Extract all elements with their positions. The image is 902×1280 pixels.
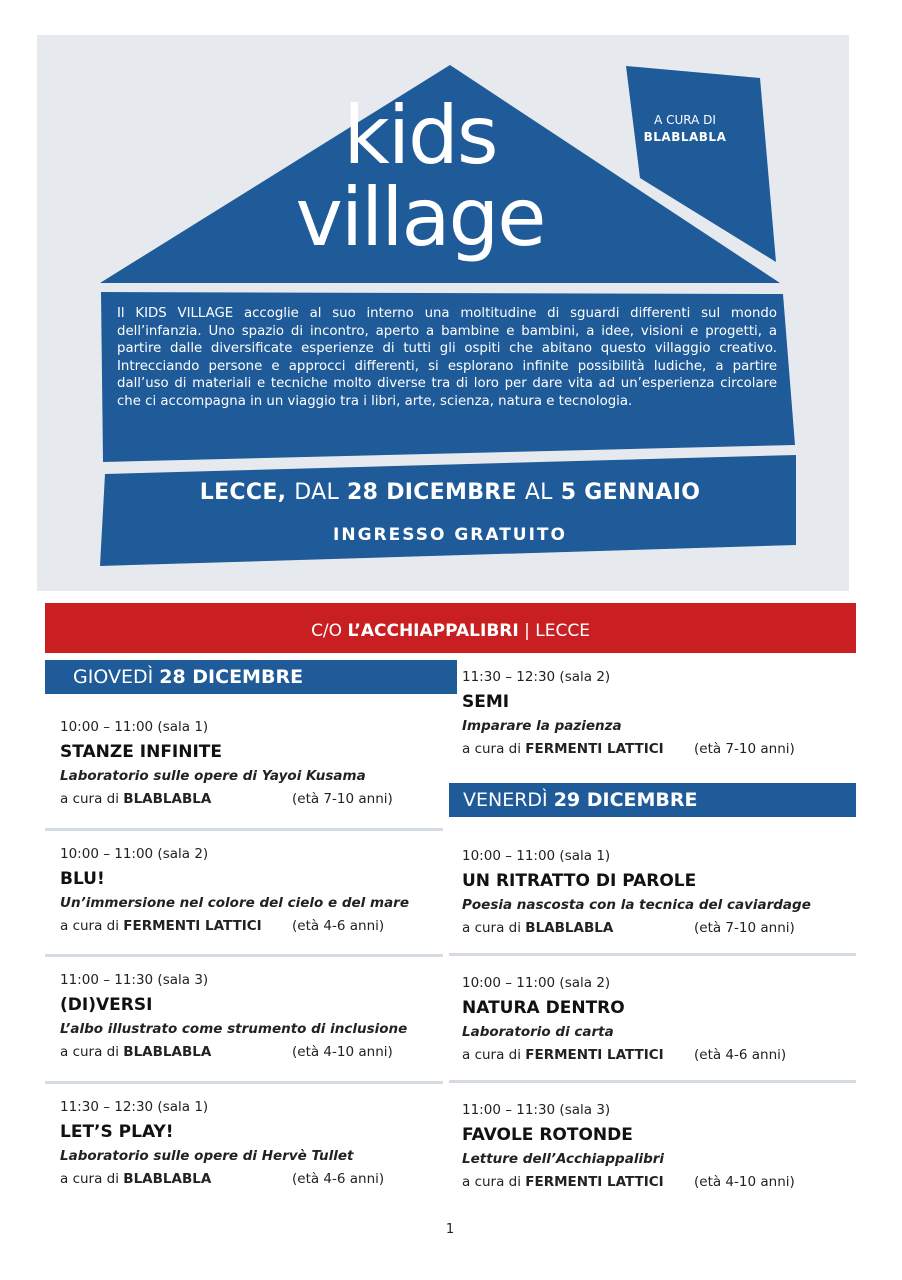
event-description: Letture dell’Acchiappalibri [462,1151,665,1167]
event-title: NATURA DENTRO [462,998,625,1018]
venue-name: L’ACCHIAPPALIBRI [347,621,519,641]
event-age: (età 7-10 anni) [292,791,393,807]
day-header-thursday [45,660,457,694]
event-description: Laboratorio sulle opere di Yayoi Kusama [60,768,366,784]
event-time: 11:30 – 12:30 (sala 1) [60,1099,209,1115]
event-curator [60,1171,211,1187]
venue-bar [45,603,856,653]
event-card [462,1101,842,1192]
event-time: 11:00 – 11:30 (sala 3) [462,1102,611,1118]
divider [45,828,443,831]
event-title: FAVOLE ROTONDE [462,1125,633,1145]
event-meta [60,789,440,809]
curator-prefix: a cura di [60,1044,119,1060]
event-description: Laboratorio sulle opere di Hervè Tullet [60,1148,354,1164]
event-curator [60,918,262,934]
page-number: 1 [445,1222,455,1237]
free-entry-label: INGRESSO GRATUITO [333,525,567,545]
event-description: Imparare la pazienza [462,718,622,734]
curator-prefix: A CURA DI [654,113,716,127]
event-age: (età 4-10 anni) [694,1174,795,1190]
curator-name: BLABLABLA [123,1171,212,1187]
curator-prefix: a cura di [462,1047,521,1063]
event-curator [462,1047,664,1063]
event-card [60,1098,440,1189]
day-header-friday [449,783,856,817]
event-title: LET’S PLAY! [60,1122,174,1142]
venue-city: | LECCE [524,621,590,641]
curator-prefix: a cura di [462,920,521,936]
event-card [60,845,440,936]
event-card [462,668,842,759]
divider [45,1081,443,1084]
dates-dal: DAL [294,480,340,505]
curator-prefix: a cura di [60,1171,119,1187]
curator-prefix: a cura di [462,741,521,757]
curator-name: BLABLABLA [525,920,614,936]
event-age: (età 4-6 anni) [292,1171,385,1187]
event-curator [60,1044,211,1060]
venue-prefix: C/O [311,621,343,641]
curator-name: BLABLABLA [123,791,212,807]
day-date: 29 DICEMBRE [553,789,698,811]
curator-prefix: a cura di [60,918,119,934]
kids-village-logo [270,89,570,264]
event-card [462,974,842,1065]
curator-name: BLABLABLA [643,130,727,144]
divider [45,954,443,957]
event-curator [462,1174,664,1190]
event-title: BLU! [60,869,105,889]
event-meta [462,1045,842,1065]
dates-banner-shape [100,455,796,566]
event-card [60,971,440,1062]
logo-line-kids: kids [343,89,497,182]
day-date: 28 DICEMBRE [159,666,304,688]
curator-name: BLABLABLA [123,1044,212,1060]
curator-label [640,112,730,146]
curator-name: FERMENTI LATTICI [525,1047,664,1063]
event-meta [462,1172,842,1192]
curator-name: FERMENTI LATTICI [525,741,664,757]
event-meta [60,916,440,936]
event-time: 10:00 – 11:00 (sala 1) [60,719,209,735]
event-meta [60,1169,440,1189]
event-time: 10:00 – 11:00 (sala 2) [462,975,611,991]
event-time: 10:00 – 11:00 (sala 2) [60,846,209,862]
curator-prefix: a cura di [462,1174,521,1190]
event-title: (DI)VERSI [60,995,153,1015]
event-card [60,718,440,809]
event-description: Laboratorio di carta [462,1024,614,1040]
dates-al: AL [524,480,553,505]
event-title: UN RITRATTO DI PAROLE [462,871,697,891]
dates-start: 28 DICEMBRE [347,480,517,505]
event-title: STANZE INFINITE [60,742,223,762]
divider [449,953,856,956]
event-time: 11:00 – 11:30 (sala 3) [60,972,209,988]
event-description: Poesia nascosta con la tecnica del caviardage [462,897,811,913]
event-age: (età 4-6 anni) [694,1047,787,1063]
event-age: (età 7-10 anni) [694,741,795,757]
dates-end: 5 GENNAIO [560,480,701,505]
intro-text: Il KIDS VILLAGE accoglie al suo interno una moltitudine di sguardi differenti sul mondo dell’infanzia. Uno spazio di incontro, aperto a bambine e bambini, a idee, visioni e progetti, a partire dalle diversificate esperienze di tutti gli ospiti che abitano questo villaggio creativo. Intrecciando persone e approcci differenti, si esplorano infinite possibilità ludiche, a partire dall’uso di materiali e tecniche molto diverse tra di loro per dare vita ad un’esperienza circolare che ci accompagna in un viaggio tra i libri, arte, scienza, natura e tecnologia. [117,306,777,409]
curator-name: FERMENTI LATTICI [525,1174,664,1190]
day-weekday: VENERDÌ [463,789,548,811]
event-curator [462,741,664,757]
dates-city: LECCE, [199,480,287,505]
event-time: 10:00 – 11:00 (sala 1) [462,848,611,864]
day-weekday: GIOVEDÌ [73,666,154,688]
curator-prefix: a cura di [60,791,119,807]
event-age: (età 7-10 anni) [694,920,795,936]
event-age: (età 4-10 anni) [292,1044,393,1060]
event-meta [60,1042,440,1062]
event-description: Un’immersione nel colore del cielo e del mare [60,895,409,911]
event-title: SEMI [462,692,510,712]
divider [449,1080,856,1083]
event-description: L’albo illustrato come strumento di inclusione [60,1021,408,1037]
event-card [462,847,842,938]
event-time: 11:30 – 12:30 (sala 2) [462,669,611,685]
event-curator [462,920,613,936]
event-dates [100,480,800,505]
logo-line-village: village [295,171,545,264]
event-age: (età 4-6 anni) [292,918,385,934]
event-meta [462,918,842,938]
event-curator [60,791,211,807]
event-meta [462,739,842,759]
curator-name: FERMENTI LATTICI [123,918,262,934]
